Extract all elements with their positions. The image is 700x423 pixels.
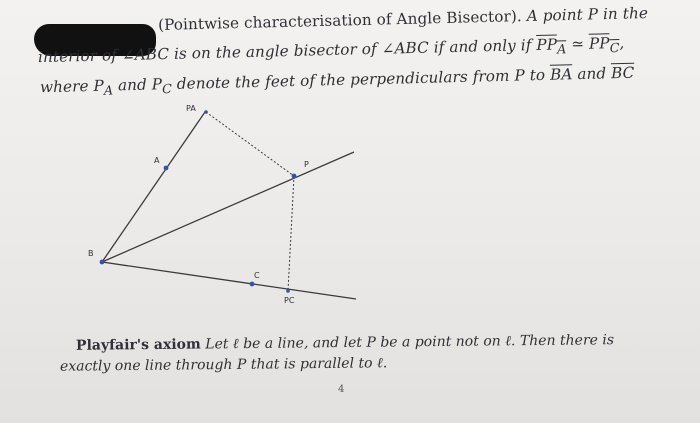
label-c: C: [254, 271, 260, 280]
theorem-line3-text-a: where P: [39, 76, 105, 97]
playfair-title: Playfair's axiom: [75, 336, 201, 354]
theorem-line2-text: interior of ∠ABC is on the angle bisector of ∠ABC if and only if: [37, 36, 532, 67]
and-word: and: [577, 64, 607, 84]
ray-bc: $\overline{BC}$: [610, 63, 635, 83]
perpendicular-to-ba: [206, 112, 294, 176]
congruent-symbol: ≃: [570, 34, 585, 54]
ray-bc-line: [102, 262, 356, 299]
perpendicular-to-bc: [288, 176, 294, 291]
theorem-line3-text-c: denote the feet of the perpendiculars from P to: [176, 65, 546, 93]
point-c: [250, 282, 255, 287]
point-pc: [286, 289, 290, 293]
playfair-text-1: Let ℓ be a line, and let P be a point not on ℓ. Then there is: [205, 332, 615, 353]
segment-ppc-sub: C: [609, 39, 620, 56]
point-b: [100, 260, 105, 265]
label-b: B: [88, 249, 94, 258]
theorem-line1-text: A point P in the: [526, 4, 649, 25]
label-p: P: [304, 160, 309, 169]
point-a: [164, 166, 169, 171]
ray-ba: $\overline{BA}$: [549, 65, 573, 84]
playfair-line-2: exactly one line through P that is parallel to ℓ.: [59, 355, 388, 375]
theorem-title: (Pointwise characterisation of Angle Bisector).: [157, 7, 523, 34]
point-p: [292, 174, 297, 179]
theorem-line3-text-b: and P: [117, 75, 163, 95]
segment-ppa-label: PP: [536, 35, 558, 54]
pc-sub: C: [162, 81, 173, 97]
segment-ppc-label: PP: [588, 34, 610, 53]
pa-sub: A: [103, 82, 114, 98]
comma: ,: [619, 33, 625, 52]
label-a: A: [154, 156, 160, 165]
label-pa: PA: [186, 104, 196, 113]
page-number: 4: [338, 384, 345, 395]
label-pc: PC: [284, 296, 295, 305]
point-pa: [204, 110, 208, 114]
segment-ppa-sub: A: [556, 41, 567, 57]
